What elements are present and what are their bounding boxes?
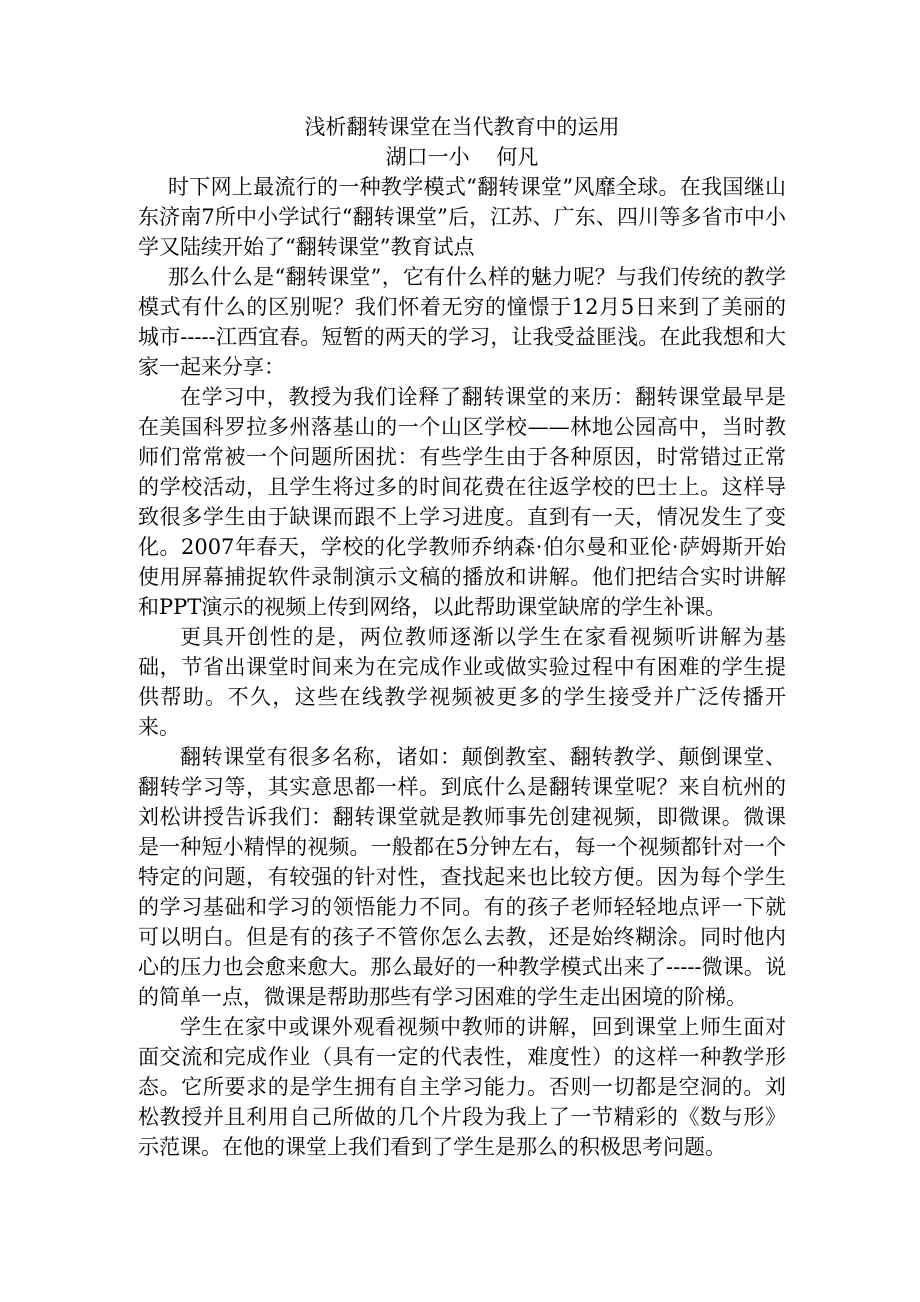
document-title: 浅析翻转课堂在当代教育中的运用 [304, 115, 620, 139]
paragraph-4: 更具开创性的是，两位教师逐渐以学生在家看视频听讲解为基础，节省出课堂时间来为在完成作业或做实验过程中有困难的学生提供帮助。不久，这些在线教学视频被更多的学生接受并广泛传播开来。 [138, 625, 786, 739]
document-author: 湖口一小 何凡 [385, 145, 539, 169]
paragraph-6: 学生在家中或课外观看视频中教师的讲解，回到课堂上师生面对面交流和完成作业（具有一定的代表性，难度性）的这样一种教学形态。它所要求的是学生拥有自主学习能力。否则一切都是空洞的。刘松教授并且利用自己所做的几个片段为我上了一节精彩的《数与形》示范课。在他的课堂上我们看到了学生是那么的积极思考问题。 [138, 1015, 786, 1159]
document-page [138, 112, 786, 1162]
paragraph-3: 在学习中，教授为我们诠释了翻转课堂的来历：翻转课堂最早是在美国科罗拉多州落基山的一个山区学校——林地公园高中，当时教师们常常被一个问题所困扰：有些学生由于各种原因，时常错过正常的学校活动，且学生将过多的时间花费在往返学校的巴士上。这样导致很多学生由于缺课而跟不上学习进度。直到有一天，情况发生了变化。2007年春天，学校的化学教师乔纳森·伯尔曼和亚伦·萨姆斯开始使用屏幕捕捉软件录制演示文稿的播放和讲解。他们把结合实时讲解和PPT演示的视频上传到网络，以此帮助课堂缺席的学生补课。 [138, 385, 786, 619]
paragraph-1: 时下网上最流行的一种教学模式“翻转课堂”风靡全球。在我国继山东济南7所中小学试行“翻转课堂”后，江苏、广东、四川等多省市中小学又陆续开始了“翻转课堂”教育试点 [138, 175, 786, 259]
paragraph-5: 翻转课堂有很多名称，诸如：颠倒教室、翻转教学、颠倒课堂、翻转学习等，其实意思都一样。到底什么是翻转课堂呢？来自杭州的刘松讲授告诉我们：翻转课堂就是教师事先创建视频，即微课。微课是一种短小精悍的视频。一般都在5分钟左右，每一个视频都针对一个特定的问题，有较强的针对性，查找起来也比较方便。因为每个学生的学习基础和学习的领悟能力不同。有的孩子老师轻轻地点评一下就可以明白。但是有的孩子不管你怎么去教，还是始终糊涂。同时他内心的压力也会愈来愈大。那么最好的一种教学模式出来了-----微课。说的简单一点，微课是帮助那些有学习困难的学生走出困境的阶梯。 [138, 745, 786, 1009]
paragraph-2: 那么什么是“翻转课堂”，它有什么样的魅力呢？与我们传统的教学模式有什么的区别呢？我们怀着无穷的憧憬于12月5日来到了美丽的城市-----江西宜春。短暂的两天的学习，让我受益匪浅。在此我想和大家一起来分享： [138, 265, 786, 379]
